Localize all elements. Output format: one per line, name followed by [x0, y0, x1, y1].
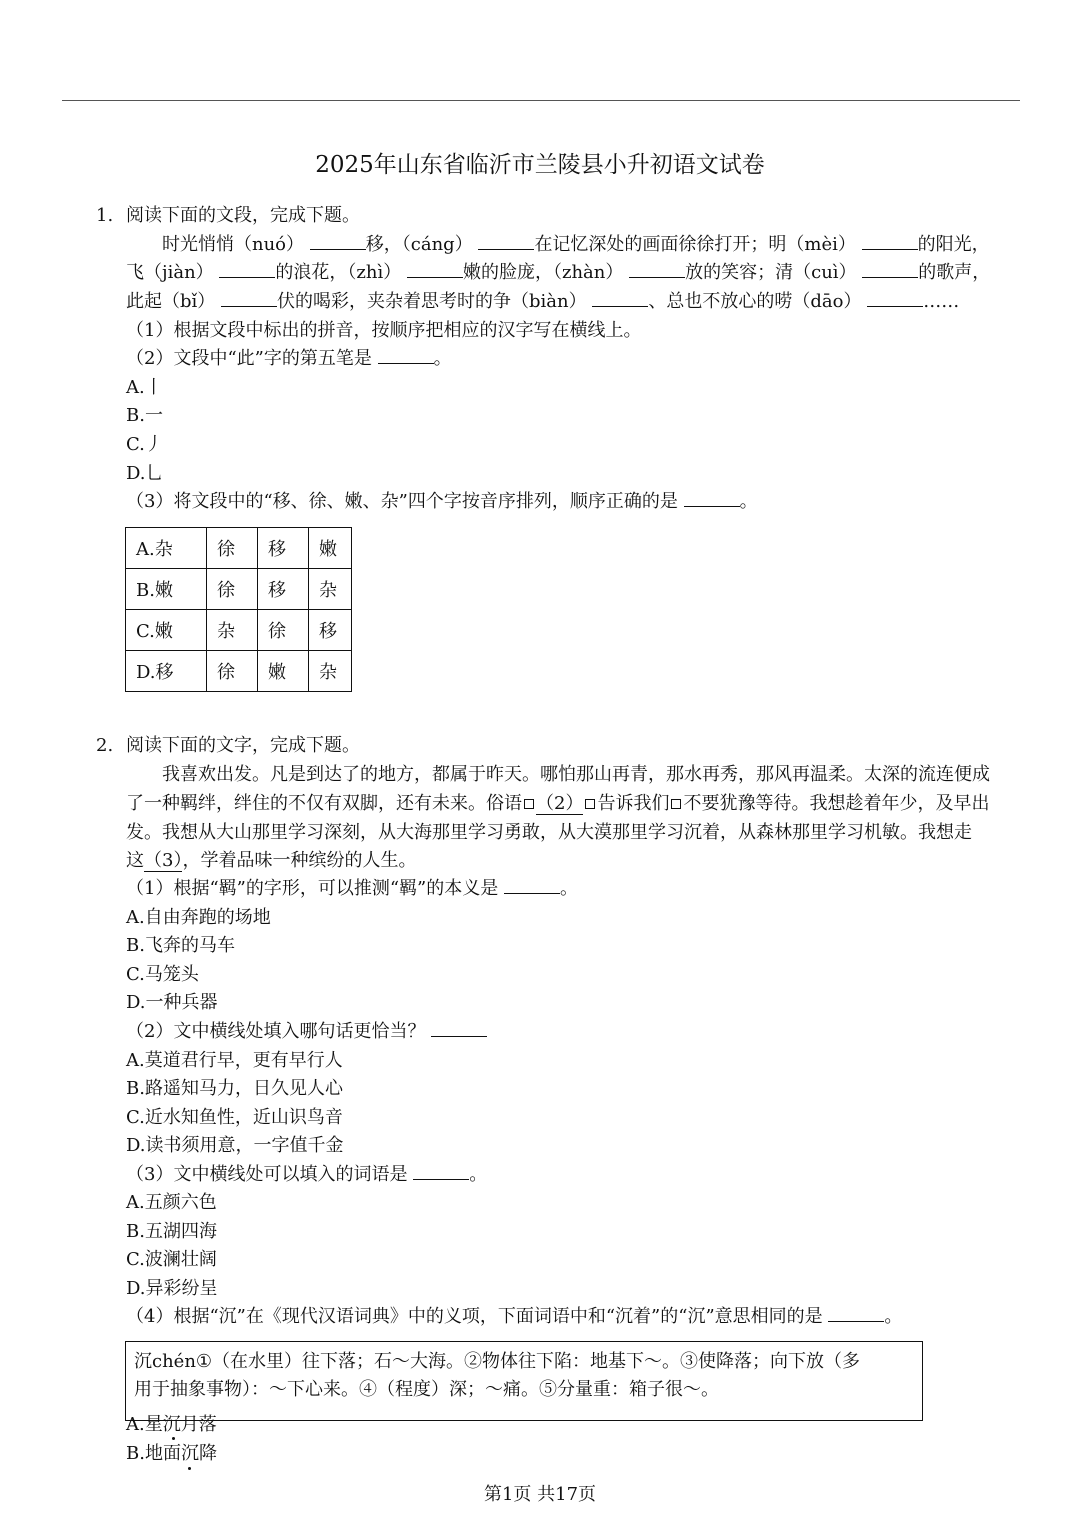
answer-blank[interactable] — [592, 292, 648, 307]
table-cell: B.嫩 — [126, 569, 207, 610]
table-cell: 杂 — [207, 610, 258, 651]
table-cell: D.移 — [126, 651, 207, 692]
q2-passage-line4: 这（3），学着品味一种缤纷的人生。 — [126, 850, 417, 871]
q2-sub2-option-a[interactable]: A.莫道君行早，更有早行人 — [126, 1050, 343, 1071]
q1-passage-line1: 时光悄悄（nuó） 移，（cáng） 在记忆深处的画面徐徐打开；明（mèi） 的阳光， — [162, 234, 990, 255]
table-cell: 移 — [258, 528, 309, 569]
placeholder-box — [671, 799, 681, 809]
q1-sub3: （3）将文段中的“移、徐、嫩、杂”四个字按音序排列，顺序正确的是 。 — [126, 491, 758, 512]
answer-blank[interactable] — [310, 235, 366, 250]
answer-blank[interactable] — [629, 263, 685, 278]
q2-sub3-option-b[interactable]: B.五湖四海 — [126, 1221, 217, 1242]
q1-passage-line3: 此起（bǐ） 伏的喝彩，夹杂着思考时的争（biàn） 、总也不放心的唠（dāo） …… — [126, 291, 960, 312]
page-footer: 第1页 共17页 — [483, 1484, 597, 1505]
q1-sub2-option-d[interactable]: D.乚 — [126, 463, 164, 484]
q1-number: 1. — [96, 205, 114, 226]
answer-blank[interactable] — [413, 1165, 469, 1180]
table-row[interactable] — [126, 569, 352, 610]
q2-sub1: （1）根据“羁”的字形，可以推测“羁”的本义是 。 — [126, 878, 578, 899]
emphasis-dot — [172, 1437, 175, 1440]
answer-blank[interactable] — [862, 235, 918, 250]
table-row[interactable] — [126, 610, 352, 651]
q2-sub4-option-a[interactable]: A.星沉月落 — [126, 1414, 217, 1435]
table-cell: 徐 — [207, 651, 258, 692]
q2-prompt: 阅读下面的文字，完成下题。 — [126, 735, 360, 756]
q2-sub4-option-b[interactable]: B.地面沉降 — [126, 1443, 217, 1464]
q2-sub3-option-d[interactable]: D.异彩纷呈 — [126, 1278, 218, 1299]
table-cell: 移 — [309, 610, 352, 651]
placeholder-box — [585, 799, 595, 809]
definition-line: 沉chén①（在水里）往下落；石～大海。②物体往下陷：地基下～。③使降落；向下放（多 — [134, 1351, 861, 1372]
table-cell: 嫩 — [258, 651, 309, 692]
answer-blank[interactable] — [478, 235, 534, 250]
q2-sub2-option-b[interactable]: B.路遥知马力，日久见人心 — [126, 1078, 343, 1099]
answer-blank[interactable] — [407, 263, 463, 278]
table-cell: A.杂 — [126, 528, 207, 569]
answer-blank[interactable] — [221, 292, 277, 307]
q2-number: 2. — [96, 735, 114, 756]
q2-sub3-option-a[interactable]: A.五颜六色 — [126, 1192, 217, 1213]
table-row[interactable] — [126, 651, 352, 692]
answer-blank[interactable] — [431, 1022, 487, 1037]
emphasis-dot — [188, 1467, 191, 1470]
answer-blank[interactable] — [867, 292, 923, 307]
q1-sub2: （2）文段中“此”字的第五笔是 。 — [126, 348, 452, 369]
table-cell: 徐 — [258, 610, 309, 651]
table-cell: 杂 — [309, 569, 352, 610]
q1-passage-line2: 飞（jiàn） 的浪花，（zhì） 嫩的脸庞，（zhàn） 放的笑容；清（cuì） 的歌声， — [126, 262, 991, 283]
q2-passage-line2: 了一种羁绊，绊住的不仅有双脚，还有未来。俗语 （2） 告诉我们 不要犹豫等待。我想趁着年少，及早出 — [126, 793, 990, 814]
header-rule — [62, 100, 1020, 101]
table-cell: 嫩 — [309, 528, 352, 569]
q2-sub1-option-c[interactable]: C.马笼头 — [126, 964, 199, 985]
q2-sub2-option-d[interactable]: D.读书须用意，一字值千金 — [126, 1135, 344, 1156]
table-cell: 移 — [258, 569, 309, 610]
table-cell: 徐 — [207, 528, 258, 569]
q1-prompt: 阅读下面的文段，完成下题。 — [126, 205, 360, 226]
q2-sub2-option-c[interactable]: C.近水知鱼性，近山识鸟音 — [126, 1107, 343, 1128]
placeholder-box — [524, 799, 534, 809]
q2-sub1-option-b[interactable]: B.飞奔的马车 — [126, 935, 235, 956]
q1-sub1: （1）根据文段中标出的拼音，按顺序把相应的汉字写在横线上。 — [126, 320, 642, 341]
q2-passage-line1: 我喜欢出发。凡是到达了的地方，都属于昨天。哪怕那山再青，那水再秀，那风再温柔。太深的流连便成 — [162, 764, 990, 785]
q1-sub2-option-b[interactable]: B.一 — [126, 405, 163, 426]
dictionary-definition-box — [125, 1341, 923, 1421]
q2-sub2: （2）文中横线处填入哪句话更恰当？ — [126, 1021, 487, 1043]
table-cell: C.嫩 — [126, 610, 207, 651]
q2-sub1-option-d[interactable]: D.一种兵器 — [126, 992, 218, 1013]
table-cell: 徐 — [207, 569, 258, 610]
answer-blank[interactable]: （3） — [144, 850, 183, 871]
answer-blank[interactable] — [828, 1307, 884, 1322]
answer-blank[interactable] — [378, 349, 434, 364]
answer-blank[interactable]: （2） — [536, 793, 584, 814]
q2-sub3-option-c[interactable]: C.波澜壮阔 — [126, 1249, 217, 1270]
q2-sub1-option-a[interactable]: A.自由奔跑的场地 — [126, 907, 271, 928]
q1-sub2-option-c[interactable]: C.丿 — [126, 434, 163, 455]
table-row[interactable] — [126, 528, 352, 569]
q1-sub3-options-table — [125, 527, 352, 692]
q2-sub4: （4）根据“沉”在《现代汉语词典》中的义项，下面词语中和“沉着”的“沉”意思相同的是 。 — [126, 1306, 903, 1327]
page-title: 2025年山东省临沂市兰陵县小升初语文试卷 — [315, 152, 765, 178]
table-cell: 杂 — [309, 651, 352, 692]
answer-blank[interactable] — [504, 879, 560, 894]
answer-blank[interactable] — [862, 263, 918, 278]
definition-line: 用于抽象事物）：～下心来。④（程度）深；～痛。⑤分量重：箱子很～。 — [134, 1379, 719, 1400]
q2-passage-line3: 发。我想从大山那里学习深刻，从大海那里学习勇敢，从大漠那里学习沉着，从森林那里学习机敏。我想走 — [126, 822, 972, 843]
q2-sub3: （3）文中横线处可以填入的词语是 。 — [126, 1164, 488, 1185]
answer-blank[interactable] — [219, 263, 275, 278]
q1-sub2-option-a[interactable]: A.丨 — [126, 377, 163, 398]
answer-blank[interactable] — [684, 492, 740, 507]
